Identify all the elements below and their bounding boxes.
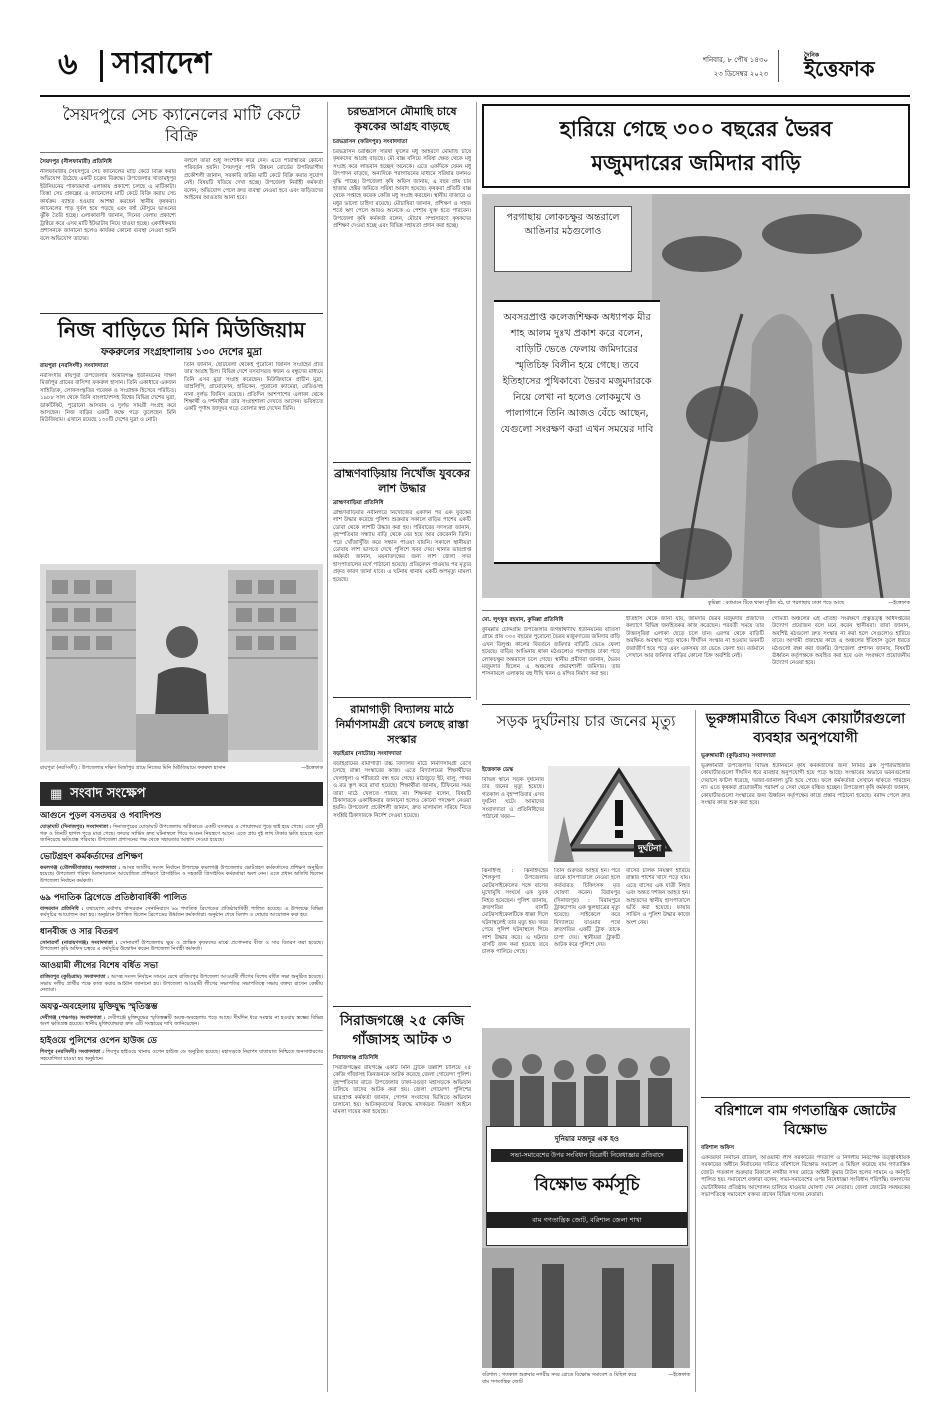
brief-body bbox=[40, 940, 323, 953]
body-text: ভূরুঙ্গামারী উপজেলার বিভিন্ন ইউনিয়নে কৃষি কর্মকর্তাদের জন্য নির্মিত ব্লক সুপারভাইজার কোয়ার্টারগুলো দীর্ঘদিন ধরে ব্যবহার অনুপযোগী হয়ে পড়ে আছে। সংস্কারের অভাবে ভবনগুলোর দেয়ালে ফাটল ধরেছে, দরজা-জানালা চুরি হয়ে গেছে। ফলে কর্মকর্তারা সেখানে থাকতে পারছেন না। এতে কৃষকরা প্রয়োজনীয় পরামর্শ ও সেবা থেকে বঞ্চিত হচ্ছেন। উপজেলা কৃষি কর্মকর্তা জানান, কোয়ার্টারগুলো সংস্কারের জন্য ঊর্ধ্বতন কর্তৃপক্ষের কাছে প্রস্তাব পাঠানো হয়েছে। বরাদ্দ পেলে দ্রুত সংস্কার কাজ শুরু করা হবে। bbox=[701, 763, 910, 807]
brief-item bbox=[40, 1034, 323, 1065]
section-rule bbox=[482, 704, 910, 705]
story-barishal bbox=[701, 1102, 910, 1390]
brief-text: শিবপুর হাইওয়ে থানায় ওপেন হাউজ ডে অনুষ্ঠিত হয়েছে। মহাসড়কে নিরাপদ যাতায়াত নিশ্চিতে জনসাধারণের সহযোগিতা চাওয়া হয় অনুষ্ঠানে। bbox=[40, 1048, 323, 1062]
brief-text: সোনারগাঁ উপজেলায় ক্ষুদ্র ও প্রান্তিক কৃষকদের মাঝে প্রণোদনার বীজ ও সার বিতরণ করা হয়েছে। উপজেলা কৃষি অফিস চত্বরে এ কর্মসূচির উদ্বোধন করেন উপজেলা নির্বাহী কর্মকর্তা। bbox=[40, 939, 323, 953]
news-briefs bbox=[40, 782, 323, 1390]
headline-line-2: মজুমদারের জমিদার বাড়ি bbox=[591, 151, 801, 175]
headline: ভূরুঙ্গামারীতে বিএস কোয়ার্টারগুলো ব্যবহার অনুপযোগী bbox=[705, 711, 906, 746]
body-text: নরসিংদীর রায়পুরা উপজেলার আমীরগঞ্জ ইউনিয়নের দক্ষিণ মির্জাপুর গ্রামের বাসিন্দা ফকরুল হাসান। তিনি একাধারে একজন সাহিত্যিক, লোকসংস্কৃতির গবেষক ও সংগ্রাহক হিসেবে পরিচিত। ১৯৮৮ সাল থেকে তিনি বাংলাদেশসহ বিশ্বের বিভিন্ন দেশের মুদ্রা, ডাকটিকিট, পুরোনো আসবাব ও দুর্লভ সামগ্রী সংগ্রহ করে আসছেন। নিজ বাড়ির একটি কক্ষে গড়ে তুলেছেন মিনি মিউজিয়াম। এখানে রয়েছে ১৩০টি দেশের মুদ্রা ও নোট। bbox=[40, 373, 176, 424]
briefs-header bbox=[40, 782, 323, 806]
headline: বরিশালে বাম গণতান্ত্রিক জোটের বিক্ষোভ bbox=[714, 1103, 897, 1138]
brief-text: আসন্ন সংসদ নির্বাচন সামনে রেখে রাজিবপুর উপজেলা আওয়ামী লীগের বিশেষ বর্ধিত সভা অনুষ্ঠিত হয়েছে। সভায় দলীয় প্রার্থীর পক্ষে কাজ করার আহ্বান জানানো হয়। উপজেলা আওয়ামী লীগের সভাপতির সভাপতিত্বে সভায় বক্তব্য রাখেন কেন্দ্রীয় নেতারা। bbox=[40, 973, 323, 994]
headline: নিজ বাড়িতে মিনি মিউজিয়াম bbox=[57, 318, 306, 342]
brief-title: ধানবীজ ও সার বিতরণ bbox=[40, 926, 119, 937]
body-text: তিনি জানান, ছোটবেলা থেকেই পুরোনো জিনিস সংগ্রহের প্রতি তার আগ্রহ ছিল। বিভিন্ন দেশে বসবাসরত স্বজন ও বন্ধুদের মাধ্যমে তিনি এসব মুদ্রা সংগ্রহ করেছেন। মিউজিয়ামে প্রাচীন মুদ্রা, তাম্রলিপি, গ্রামোফোন, হারিকেন, পুরোনো ক্যামেরা, রেডিওসহ নানা দুর্লভ জিনিস রয়েছে। প্রতিদিন আশপাশের এলাকা থেকে শিক্ষার্থী ও দর্শনার্থীরা তার সংগ্রহশালা দেখতে আসেন। ভবিষ্যতে একটি পূর্ণাঙ্গ জাদুঘর গড়ে তোলার স্বপ্ন দেখেন তিনি। bbox=[184, 362, 323, 413]
body-text: বললে তারা শুধু সংশোধন করে দেন। এতে পরিস্থিতির কোনো পরিবর্তন হয়নি। সৈয়দপুর পানি উন্নয়ন বোর্ডের উপবিভাগীয় প্রকৌশলী জানান, সরকারি জমির মাটি কেটে বিক্রি করার সুযোগ নেই। বিষয়টি খতিয়ে দেখা হচ্ছে। উপজেলা নির্বাহী কর্মকর্তা বলেন, অভিযোগ পেলে দ্রুত ব্যবস্থা নেওয়া হবে এবং জড়িতদের আইনের আওতায় আনা হবে। bbox=[184, 158, 323, 202]
banner-subtitle: সভা-সমাবেশের উপর সংবিধান বিরোধী নিষেধাজ্ঞার প্রতিবাদে bbox=[491, 1149, 683, 1162]
byline: চরভদ্রাসন (ফরিদপুর) সংবাদদাতা bbox=[333, 139, 408, 145]
brief-title: ভোটগ্রহণ কর্মকর্তাদের প্রশিক্ষণ bbox=[40, 851, 143, 862]
day-date: শনিবার, ৮ পৌষ ১৪৩০ bbox=[702, 56, 768, 64]
brief-byline: বান্দরবান প্রতিনিধি : bbox=[40, 905, 84, 912]
brief-byline: সোনারগাঁ (নারায়ণগঞ্জ) সংবাদদাতা : bbox=[40, 939, 118, 946]
brief-text: যথাযোগ্য মর্যাদায় বান্দরবান সেনানিবাসে ৬৯ পদাতিক ব্রিগেডের প্রতিষ্ঠাবার্ষিকী পালিত হয়েছে। এ উপলক্ষে বিভিন্ন কর্মসূচির আয়োজন করা হয়। অনুষ্ঠানে উপস্থিত ছিলেন ব্রিগেডের উর্ধ্বতন কর্মকর্তারা। অনুষ্ঠান শেষে মিলাদ ও দোয়ার আয়োজন করা হয়। bbox=[40, 905, 323, 919]
brief-byline: রাজিবপুর (কুড়িগ্রাম) সংবাদদাতা : bbox=[40, 973, 110, 980]
byline: মো. লুৎফুর রহমান, কুমিল্লা প্রতিনিধি bbox=[482, 617, 564, 623]
body-text: নীলফামারীর সৈয়দপুরে সেচ ক্যানেলের মাটি কেটে বিক্রি করার অভিযোগ উঠেছে একটি চক্রের বিরুদ্ধে। উপজেলার খাতামধুপুর ইউনিয়নের পাকারমাথা এলাকায় প্রকাশ্যে চলছে এ মাটিকাটা। তিস্তা সেচ প্রকল্পের এ ক্যানেলের মাটি কেটে বিক্রি করায় সেচ কার্যক্রম ব্যাহত হওয়ার আশঙ্কা করছেন স্থানীয় কৃষকরা। ক্যানেলের পাড় দুর্বল হয়ে পড়ছে এবং বর্ষা মৌসুমে ভাঙনের ঝুঁকি তৈরি হচ্ছে। এলাকাবাসী জানান, দিনের বেলায় প্রকাশ্যে ট্রাক্টরে করে এসব মাটি ইটভাটায় নিয়ে যাওয়া হচ্ছে। একাধিকবার প্রশাসনকে জানানো হলেও কার্যকর কোনো ব্যবস্থা নেওয়া হয়নি বলে অভিযোগ তাদের। bbox=[40, 169, 176, 242]
story-accident bbox=[482, 710, 690, 1024]
headline-box bbox=[482, 104, 910, 188]
brief-title: ৬৯ পদাতিক ব্রিগেডে প্রতিষ্ঠাবার্ষিকী পালিত bbox=[40, 892, 187, 903]
newspaper-logo: ইত্তেফাক bbox=[804, 57, 875, 81]
callout-text: পরগাছায় লোকচক্ষুর অন্তরালে আঙিনার মঠগুলোও bbox=[506, 212, 620, 237]
story-protest-photo bbox=[482, 1028, 690, 1392]
pull-quote-box bbox=[494, 300, 660, 564]
brief-byline: দেবীগঞ্জ (পঞ্চগড়) সংবাদদাতা : bbox=[40, 1014, 106, 1021]
masthead-divider bbox=[100, 50, 103, 82]
headline: চরভদ্রাসনে মৌমাছি চাষে কৃষকের আগ্রহ বাড়ছে bbox=[347, 105, 457, 133]
newspaper-icon: ▦ bbox=[50, 786, 63, 802]
story-quarters bbox=[701, 710, 910, 1094]
photo-caption: বরিশাল : গতকাল শুক্রবার নগরীর সদর রোডে বিক্ষোভ সমাবেশ ও মিছিল করে বাম গণতান্ত্রিক জোট bbox=[482, 1372, 637, 1385]
brief-body bbox=[40, 1015, 323, 1028]
brief-body bbox=[40, 824, 323, 844]
story-zamindar bbox=[482, 104, 910, 702]
photo-credit: —ইত্তেফাক bbox=[888, 600, 910, 606]
headline: সৈয়দপুরে সেচ ক্যানেলের মাটি কেটে বিক্রি bbox=[62, 105, 301, 145]
logo-small-text: দৈনিক bbox=[804, 52, 820, 59]
protest-banner bbox=[486, 1126, 688, 1246]
section-rule bbox=[40, 313, 323, 314]
warning-sign-icon bbox=[548, 766, 690, 862]
body-text: একতরফা নির্বাচন বাতিল, আওয়ামী লীগ সরকারের পদত্যাগ ও নির্দলীয় নিরপেক্ষ তত্ত্বাবধায়ক সরকারের অধীনে নির্বাচনের দাবিতে বরিশালে বিক্ষোভ সমাবেশ ও মিছিল করেছে বাম গণতান্ত্রিক জোট। গতকাল শুক্রবার বিকালে নগরীর সদর রোডে অশ্বিনী কুমার টাউন হলের সামনে এ কর্মসূচি পালিত হয়। সমাবেশে বক্তারা বলেন, সভা-সমাবেশের ওপর নিষেধাজ্ঞা সংবিধান পরিপন্থি। জনগণের ভোটাধিকার প্রতিষ্ঠায় আন্দোলন চালিয়ে যাওয়ার ঘোষণা দেন নেতারা। জেলা জোটের সমন্বয়কের সভাপতিত্বে সমাবেশে বক্তব্য রাখেন বিভিন্ন দলের নেতারা। bbox=[701, 1155, 910, 1199]
briefs-title: সংবাদ সংক্ষেপ bbox=[70, 785, 146, 801]
section-rule bbox=[333, 462, 471, 463]
headline-line-1: হারিয়ে গেছে ৩০০ বছরের ভৈরব bbox=[559, 117, 833, 141]
headline: সিরাজগঞ্জে ২৫ কেজি গাঁজাসহ আটক ৩ bbox=[339, 1013, 465, 1048]
brief-item bbox=[40, 891, 323, 922]
body-text: কুমিল্লার চৌদ্দগ্রাম উপজেলার জগন্নাথদীঘি ইউনিয়নের বাতিসা গ্রামে প্রায় ৩০০ বছরের পুরোনো ভৈরব মজুমদারের জমিদার বাড়ি এখন বিলুপ্ত। কালের বিবর্তনে জমিদার বাড়িটি ভেঙে ফেলা হয়েছে। বাড়ির আঙিনায় থাকা মঠগুলোও পরগাছায় ঢাকা পড়ে লোকচক্ষুর অন্তরালে চলে গেছে। স্থানীয় প্রবীণরা জানান, ভৈরব মজুমদার ছিলেন এ অঞ্চলের প্রভাবশালী জমিদার। তার শাসনামলে এলাকায় বহু দীঘি খনন ও মন্দির নির্মাণ করা হয়। bbox=[482, 627, 620, 678]
brief-title: আওয়ামী লীগের বিশেষ বর্ধিত সভা bbox=[40, 960, 159, 971]
brief-text: দেবীগঞ্জে মুক্তিযুদ্ধের স্মৃতিস্তম্ভটি অযত্ন-অবহেলায় পড়ে আছে। দীর্ঘদিন ধরে সংস্কার না হওয়ায় স্তম্ভের বিভিন্ন অংশ ক্ষতিগ্রস্ত হয়েছে। স্থানীয় মুক্তিযোদ্ধারা দ্রুত এটি সংস্কারের দাবি জানিয়েছেন। bbox=[40, 1014, 323, 1028]
banner-title: বিক্ষোভ কর্মসূচি bbox=[534, 1175, 640, 1195]
callout-box bbox=[494, 206, 632, 272]
brief-body bbox=[40, 974, 323, 994]
brief-body bbox=[40, 1049, 323, 1062]
body-text: চরভদ্রাসন চরাঞ্চলে সরিষা ফুলের মধু আহরণে মৌমাছি চাষে কৃষকদের আগ্রহ বাড়ছে। মৌ বাক্স বসিয়ে সরিষা ক্ষেত থেকে মধু সংগ্রহ করে লাভবান হচ্ছেন অনেকে। এতে একদিকে যেমন মধু উৎপাদন বাড়ছে, অন্যদিকে পরাগায়নের মাধ্যমে সরিষার ফলনও বৃদ্ধি পাচ্ছে। উপজেলা কৃষি অফিস জানায়, এ বছর প্রায় চার হাজার হেক্টর জমিতে সরিষা আবাদ হয়েছে। কৃষকরা প্রতিটি বাক্স থেকে সপ্তাহে কয়েক কেজি মধু সংগ্রহ করছেন। স্থানীয় বাজারে এ মধুর ভালো চাহিদা রয়েছে। মৌচাষিরা জানান, প্রশিক্ষণ ও সহজ শর্তে ঋণ পেলে আরও অনেকে এ পেশায় যুক্ত হতে পারবেন। উপজেলা কৃষি কর্মকর্তা বলেন, মৌচাষ সম্প্রসারণে কৃষকদের প্রশিক্ষণ দেওয়া হচ্ছে এবং বিভিন্ন সহায়তা প্রদান করা হচ্ছে। bbox=[333, 149, 471, 230]
pull-quote: অবসরপ্রাপ্ত কলেজশিক্ষক অধ্যাপক মীর শাহ আলম দুঃখ প্রকাশ করে বলেন, বাড়িটি ভেঙে ফেলায় জমিদারের স্মৃতিচিহ্ন বিলীন হয়ে গেছে। তবে ইতিহাসের পুথিকাব্যে ভৈরব মজুমদারকে নিয়ে লেখা না হলেও লোকমুখে ও পালাগানে তিনি আজও বেঁচে আছেন, যেগুলো সংরক্ষণ করা এখন সময়ের দাবি bbox=[500, 312, 654, 435]
brief-text: দিনাজপুরের ঘোড়াঘাট উপজেলায় অগ্নিকাণ্ডে একটি বসতঘর ও গোয়ালঘর পুড়ে ছাই হয়ে গেছে। এতে দুটি গরু ও তিনটি ছাগল পুড়ে মারা গেছে। ফায়ার সার্ভিস দ্রুত ঘটনাস্থলে গিয়ে আগুন নিয়ন্ত্রণে আনে। এতে প্রায় দুই লাখ টাকার ক্ষতি হয়েছে বলে জানিয়েছে ক্ষতিগ্রস্ত পরিবার। উপজেলা প্রশাসনের পক্ষ থেকে সহায়তার আশ্বাস দেওয়া হয়েছে। bbox=[40, 824, 323, 844]
banner-slogan: দুনিয়ার মজদুর এক হও bbox=[555, 1135, 619, 1143]
body-text: গোমতী অঞ্চলের এই ঐতিহ্য সংরক্ষণে প্রত্নতত্ত্ব অধিদপ্তরের উদ্যোগ প্রয়োজন বলে মনে করেন স্থানীয়রা। তারা জানান, অবশিষ্ট মঠগুলো দ্রুত সংস্কার না করা হলে সেগুলোও হারিয়ে যাবে। আগামী প্রজন্মের কাছে এ অঞ্চলের ইতিহাস তুলে ধরতে মঠগুলো রক্ষা করা জরুরি। উপজেলা প্রশাসন জানায়, বিষয়টি ঊর্ধ্বতন কর্তৃপক্ষকে অবহিত করা হবে এবং সংরক্ষণে প্রয়োজনীয় উদ্যোগ নেওয়া হবে। bbox=[772, 616, 910, 667]
body-text: ব্রাহ্মণবাড়িয়ার নবীনগরে নিখোঁজের একদিন পর এক যুবকের লাশ উদ্ধার করেছে পুলিশ। শুক্রবার সকালে বাড়ির পাশের একটি ডোবা থেকে লাশটি উদ্ধার করা হয়। পরিবারের সদস্যরা জানান, বৃহস্পতিবার সন্ধ্যায় বাড়ি থেকে বের হয়ে আর ফেরেননি তিনি। পরে খোঁজাখুঁজি করে সন্ধান পাওয়া যায়নি। সকালে স্থানীয়রা ডোবায় লাশ ভাসতে দেখে পুলিশে খবর দেয়। থানার ভারপ্রাপ্ত কর্মকর্তা জানান, ময়নাতদন্তের জন্য লাশ জেলা সদর হাসপাতালের মর্গে পাঠানো হয়েছে। প্রতিবেদন পাওয়ার পর মৃত্যুর প্রকৃত কারণ জানা যাবে। এ ঘটনায় থানায় একটি অপমৃত্যু মামলা হয়েছে। bbox=[333, 510, 471, 583]
protest-photo bbox=[482, 1028, 690, 1368]
story-canal bbox=[40, 104, 323, 312]
body-text: ইতিহাস থেকে জানা যায়, জমিদার ভৈরব মজুমদার প্রজাদের কল্যাণে বিভিন্ন জনহিতকর কাজ করেছেন। পরবর্তী সময়ে তার উত্তরসূরিরা এলাকা ছেড়ে চলে যান। এরপর থেকে বাড়িটি অরক্ষিত অবস্থায় পড়ে থাকে। দীর্ঘদিন সংস্কার না হওয়ায় ভবনটি জরাজীর্ণ হয়ে পড়ে এবং একসময় তা ভেঙে ফেলা হয়। বর্তমানে সেখানে আর জমিদার বাড়ির কোনো চিহ্ন অবশিষ্ট নেই। bbox=[626, 616, 764, 660]
section-title: সারাদেশ bbox=[112, 46, 212, 81]
brief-body bbox=[40, 906, 323, 919]
byline: বড়াইগ্রাম (নাটোর) সংবাদদাতা bbox=[333, 751, 402, 757]
brief-text: আসন্ন জাতীয় সংসদ নির্বাচন উপলক্ষে কমলগঞ্জ উপজেলায় ভোটগ্রহণ কর্মকর্তাদের প্রশিক্ষণ অনুষ্ঠিত হয়েছে। উপজেলা পরিষদ মিলনায়তনে আয়োজিত প্রশিক্ষণে প্রিসাইডিং ও সহকারী প্রিসাইডিং কর্মকর্তারা অংশ নেন। এতে প্রধান অতিথি ছিলেন উপজেলা নির্বাচন কর্মকর্তা। bbox=[40, 864, 323, 884]
headline: রামাগাড়ী বিদ্যালয় মাঠে নির্মাণসামগ্রী রেখে চলছে রাস্তা সংস্কার bbox=[335, 703, 469, 746]
caption-rule bbox=[482, 610, 910, 611]
museum-photo bbox=[40, 564, 323, 762]
subheadline: ফকরুলের সংগ্রহশালায় ১৩০ দেশের মুদ্রা bbox=[101, 347, 262, 358]
brief-title: অযত্ন-অবহেলায় মুক্তিযুদ্ধ স্মৃতিস্তম্ভ bbox=[40, 1001, 158, 1012]
photo-credit: —ইত্তেফাক bbox=[301, 765, 323, 771]
brief-body bbox=[40, 865, 323, 885]
brief-item bbox=[40, 809, 323, 847]
byline: বরিশাল অফিস bbox=[701, 1145, 735, 1151]
column-divider bbox=[327, 102, 328, 1392]
column-divider bbox=[695, 710, 696, 1392]
photo-caption: কুমিল্লা : বর্তমানে টিকে থাকা দুটিত মঠ, যা পরগাছায় ঢাকা পড়ে আছে bbox=[708, 600, 845, 606]
english-date: ২৩ ডিসেম্বর ২০২৩ bbox=[713, 70, 768, 78]
accident-sign-photo bbox=[548, 766, 690, 862]
brief-item bbox=[40, 1000, 323, 1031]
brief-item bbox=[40, 850, 323, 888]
briefs-list bbox=[40, 806, 323, 1390]
section-rule bbox=[333, 1006, 471, 1007]
body-text: বড়াইগ্রামের রামাগাড়ী উচ্চ বিদ্যালয় মাঠে নির্মাণসামগ্রী রেখে চলছে রাস্তা সংস্কারের কাজ। এতে বিদ্যালয়ের শিক্ষার্থীদের খেলাধুলা ও শরীরচর্চা বন্ধ হয়ে গেছে। মাঠজুড়ে ইট, বালু, পাথর ও রড স্তূপ করে রাখা হয়েছে। শিক্ষার্থীরা জানায়, টিফিনের সময় তারা মাঠে খেলতে পারছে না। শিক্ষকরা বলেন, বিষয়টি ঠিকাদারকে একাধিকবার জানানো হলেও কোনো পদক্ষেপ নেওয়া হয়নি। উপজেলা প্রকৌশলী জানান, দ্রুত মালামাল সরিয়ে নিতে সংশ্লিষ্ট ঠিকাদারকে নির্দেশ দেওয়া হয়েছে। bbox=[333, 761, 471, 819]
banner-organizer: বাম গণতান্ত্রিক জোট, বরিশাল জেলা শাখা bbox=[487, 1212, 687, 1228]
headline: সড়ক দুর্ঘটনায় চার জনের মৃত্যু bbox=[496, 712, 676, 730]
byline: ভূরুঙ্গামারী (কুড়িগ্রাম) সংবাদদাতা bbox=[701, 753, 776, 759]
brief-title: আগুনে পুড়ল বসতঘর ও গবাদিপশু bbox=[40, 811, 162, 821]
story-body-found bbox=[333, 466, 471, 694]
brief-item bbox=[40, 959, 323, 997]
brief-byline: কমলগঞ্জ (মৌলভীবাজার) সংবাদদাতা : bbox=[40, 864, 121, 871]
masthead-rule bbox=[40, 95, 910, 97]
brief-byline: শিবপুর (নরসিংদী) সংবাদদাতা : bbox=[40, 1048, 105, 1055]
story-ganja bbox=[333, 1012, 471, 1390]
headline: ব্রাহ্মণবাড়িয়ায় নিখোঁজ যুবকের লাশ উদ্ধার bbox=[334, 467, 470, 495]
body-text: ঝিনাইদহ : ঝিনাইদহের শৈলকুপা উপজেলায় মোটরসাইকেলের সঙ্গে বাসের মুখোমুখি সংঘর্ষে এক যুবক নিহত হয়েছেন। পুলিশ জানায়, দ্রুতগতির বাসটি মোটরসাইকেলটিকে ধাক্কা দিলে ঘটনাস্থলেই তার মৃত্যু হয়। খবর পেয়ে পুলিশ ঘটনাস্থলে গিয়ে লাশ উদ্ধার করে। এ ঘটনায় বাসটি জব্দ করা হয়েছে তবে চালক পালিয়ে গেছে। bbox=[482, 868, 548, 956]
date-logo-divider bbox=[778, 50, 779, 82]
masthead bbox=[34, 38, 914, 96]
body-text: সিরাজগঞ্জের রায়গঞ্জে একটি মিনি ট্রাকে তল্লাশি চালিয়ে ২৫ কেজি গাঁজাসহ তিনজনকে আটক করেছে জেলা গোয়েন্দা পুলিশ। বৃহস্পতিবার রাতে উপজেলার ঢাকা-বগুড়া মহাসড়কে অভিযান চালিয়ে তাদের আটক করা হয়। জেলা গোয়েন্দা পুলিশের ভারপ্রাপ্ত কর্মকর্তা জানান, গোপন সংবাদের ভিত্তিতে অভিযান চালানো হয়। আটককৃতদের বিরুদ্ধে মাদকদ্রব্য নিয়ন্ত্রণ আইনে মামলা দায়ের করা হয়েছে। bbox=[333, 1065, 471, 1116]
photo-caption: রায়পুরা (নরসিংদী) : উপজেলার দক্ষিণ মির্জাপুর গ্রামে নিজের মিনি মিউজিয়ামে ফকরুল হাসান bbox=[40, 765, 226, 771]
brief-item bbox=[40, 925, 323, 956]
section-rule bbox=[701, 1097, 910, 1098]
headline-rule bbox=[40, 152, 323, 153]
body-text: বাসের চালক নিয়ন্ত্রণ হারিয়ে রাস্তার পাশের খাদে পড়ে যায়। এতে বাসের এক যাত্রী নিহত এবং অন্তত দশজন আহত হন। আহতদের স্থানীয় হাসপাতালে ভর্তি করা হয়েছে। ফায়ার সার্ভিস ও পুলিশ উদ্ধার কাজে অংশ নেয়। bbox=[626, 868, 690, 926]
byline: ইত্তেফাক ডেস্ক bbox=[482, 767, 514, 773]
sign-text: দুর্ঘটনা bbox=[634, 840, 665, 857]
byline: ব্রাহ্মণবাড়িয়া প্রতিনিধি bbox=[333, 500, 384, 506]
byline: সিরাজগঞ্জ প্রতিনিধি bbox=[333, 1055, 379, 1061]
body-text: তিনি গুরুতর আহত হন। পরে তাকে হাসপাতালে নেওয়া হলে কর্তব্যরত চিকিৎসক মৃত ঘোষণা করেন। বিরামপুর (দিনাজপুর) : বিরামপুরে ট্রাকচাপায় এক স্কুলছাত্রের মৃত্যু হয়েছে। সাইকেলে করে বিদ্যালয়ে যাওয়ার পথে দ্রুতগতির একটি ট্রাক তাকে চাপা দেয়। স্থানীয়রা ট্রাকটি আটক করে পুলিশে দেয়। bbox=[554, 868, 620, 949]
story-museum bbox=[40, 316, 323, 776]
byline: সৈয়দপুর (নীলফামারী) প্রতিনিধি bbox=[40, 159, 112, 165]
brief-byline: ঘোড়াঘাট (দিনাজপুর) সংবাদদাতা : bbox=[40, 824, 112, 830]
brief-title: হাইওয়ে পুলিশের ওপেন হাউজ ডে bbox=[40, 1035, 157, 1046]
photo-credit: —ইত্তেফাক bbox=[668, 1372, 690, 1378]
story-school-field bbox=[333, 702, 471, 1002]
museum-photo-illustration bbox=[40, 564, 323, 762]
body-text: বিভিন্ন স্থানে সড়ক দুর্ঘটনায় চার জনের মৃত্যু হয়েছে। গতকাল ও বৃহস্পতিবার এসব দুর্ঘটনা ঘটে। আমাদের সংবাদদাতা ও প্রতিনিধিদের পাঠানো খবর— bbox=[482, 777, 544, 821]
byline: রায়পুরা (নরসিংদী) সংবাদদাতা bbox=[40, 363, 109, 369]
story-bees bbox=[333, 104, 471, 460]
column-divider bbox=[476, 102, 477, 700]
page-number: ৬ bbox=[58, 47, 78, 82]
section-rule bbox=[333, 697, 471, 698]
